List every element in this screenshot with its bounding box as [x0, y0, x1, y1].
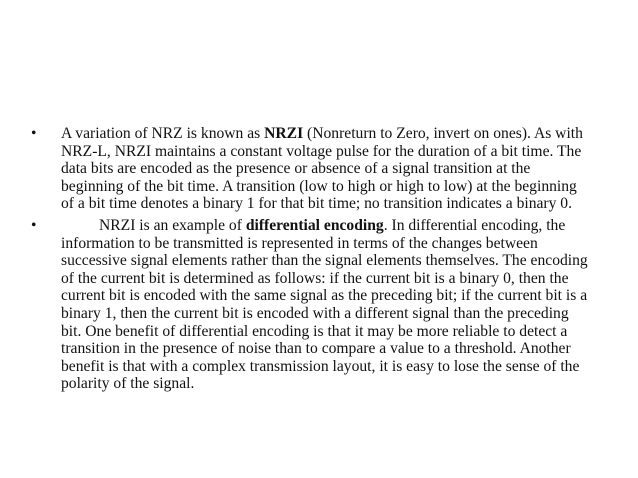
bold-term: NRZI	[264, 125, 304, 142]
bullet-list	[31, 125, 591, 397]
bullet-text	[61, 217, 588, 392]
bold-term: differential encoding	[245, 216, 384, 234]
bullet-item-nrzi-definition	[31, 125, 591, 213]
bullet-text-start: NRZI is an example of	[99, 216, 246, 234]
bullet-item-differential-encoding	[31, 217, 591, 393]
bullet-dot-icon: •	[31, 125, 37, 142]
bullet-text-rest: (Nonreturn to Zero, invert on ones). As with NRZ-L, NRZI maintains a constant voltage pulse for the duration of a bit time. The data bits are encoded as the presence or absence of a signal transition at the beginning of the bit time. A transition (low to high or high to low) at the beginning of a bit time denotes a binary 1 for that bit time; no transition indicates a binary 0.	[61, 125, 583, 213]
bullet-text-start: A variation of NRZ is known as	[61, 125, 265, 142]
bullet-text-rest: . In differential encoding, the information to be transmitted is represented in terms of the changes between successive signal elements rather than the signal elements themselves. The encoding of the current bit is determined as follows: if the current bit is a binary 0, then the current bit is encoded with the same signal as the preceding bit; if the current bit is a binary 1, then the current bit is encoded with a different signal than the preceding bit. One benefit of differential encoding is that it may be more reliable to detect a transition in the presence of noise than to compare a value to a threshold. Another benefit is that with a complex transmission layout, it is easy to lose the sense of the polarity of the signal.	[61, 216, 588, 393]
bullet-text	[61, 125, 583, 212]
bullet-dot-icon: •	[31, 216, 37, 234]
